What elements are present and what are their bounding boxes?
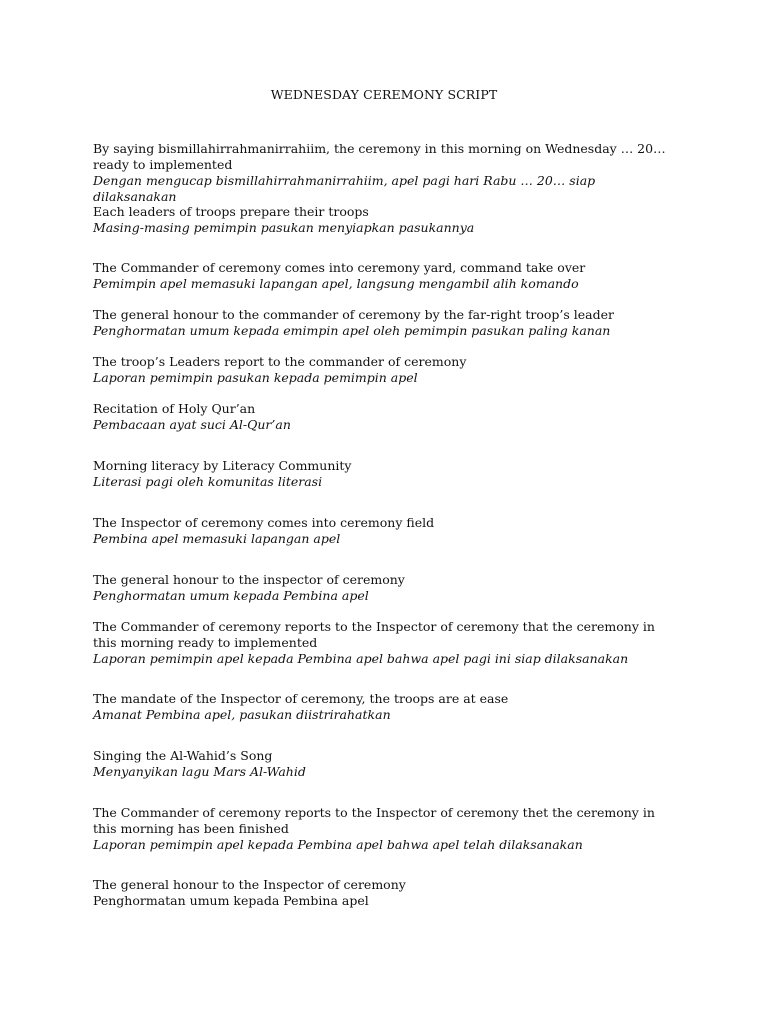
entry-indonesian-text: Masing-masing pemimpin pasukan menyiapkan pasukannya — [93, 220, 475, 235]
script-entry-14 — [93, 877, 673, 909]
entry-english-text: Each leaders of troops prepare their troops — [93, 204, 369, 219]
entry-indonesian-text: Pembina apel memasuki lapangan apel — [93, 531, 341, 546]
entry-indonesian-text: Penghormatan umum kepada Pembina apel — [93, 893, 369, 908]
entry-english-text: Singing the Al-Wahid’s Song — [93, 748, 273, 763]
entry-english-text: The general honour to the inspector of ceremony — [93, 572, 405, 587]
script-entry-6 — [93, 401, 673, 433]
script-entry-7 — [93, 458, 673, 490]
entry-english-text: Morning literacy by Literacy Community — [93, 458, 352, 473]
script-entry-9 — [93, 572, 673, 604]
entry-english-text: By saying bismillahirrahmanirrahiim, the ceremony in this morning on Wednesday … 20… ready to implemented — [93, 141, 666, 172]
entry-indonesian-text: Pemimpin apel memasuki lapangan apel, langsung mengambil alih komando — [93, 276, 579, 291]
script-entry-8 — [93, 515, 673, 547]
entry-indonesian-text: Laporan pemimpin apel kepada Pembina apel bahwa apel telah dilaksanakan — [93, 837, 583, 852]
entry-indonesian-text: Pembacaan ayat suci Al-Qur’an — [93, 417, 291, 432]
entry-indonesian-text: Laporan pemimpin apel kepada Pembina apel bahwa apel pagi ini siap dilaksanakan — [93, 651, 629, 666]
script-entry-1 — [93, 141, 673, 205]
entry-english-text: The general honour to the commander of ceremony by the far-right troop’s leader — [93, 307, 614, 322]
entry-indonesian-text: Penghormatan umum kepada Pembina apel — [93, 588, 369, 603]
entry-english-text: The general honour to the Inspector of ceremony — [93, 877, 406, 892]
entry-indonesian-text: Menyanyikan lagu Mars Al-Wahid — [93, 764, 306, 779]
entry-indonesian-text: Dengan mengucap bismillahirrahmanirrahiim, apel pagi hari Rabu … 20… siap dilaksanakan — [93, 173, 596, 204]
entry-indonesian-text: Amanat Pembina apel, pasukan diistrirahatkan — [93, 707, 391, 722]
script-entry-4 — [93, 307, 673, 339]
script-entry-13 — [93, 805, 673, 853]
script-entry-5 — [93, 354, 673, 386]
document-title: WEDNESDAY CEREMONY SCRIPT — [270, 87, 498, 102]
entry-indonesian-text: Literasi pagi oleh komunitas literasi — [93, 474, 323, 489]
entry-english-text: The Inspector of ceremony comes into ceremony field — [93, 515, 435, 530]
entry-english-text: The troop’s Leaders report to the commander of ceremony — [93, 354, 467, 369]
entry-english-text: The Commander of ceremony reports to the Inspector of ceremony that the ceremony in this morning ready to implemented — [93, 619, 655, 650]
script-entry-2 — [93, 204, 673, 236]
script-entry-10 — [93, 619, 673, 667]
script-entry-11 — [93, 691, 673, 723]
entry-indonesian-text: Penghormatan umum kepada emimpin apel oleh pemimpin pasukan paling kanan — [93, 323, 611, 338]
entry-english-text: The mandate of the Inspector of ceremony, the troops are at ease — [93, 691, 509, 706]
entry-indonesian-text: Laporan pemimpin pasukan kepada pemimpin apel — [93, 370, 418, 385]
entry-english-text: The Commander of ceremony reports to the Inspector of ceremony thet the ceremony in this morning has been finished — [93, 805, 655, 836]
script-entry-3 — [93, 260, 673, 292]
entry-english-text: The Commander of ceremony comes into ceremony yard, command take over — [93, 260, 586, 275]
script-entry-12 — [93, 748, 673, 780]
entry-english-text: Recitation of Holy Qur’an — [93, 401, 256, 416]
